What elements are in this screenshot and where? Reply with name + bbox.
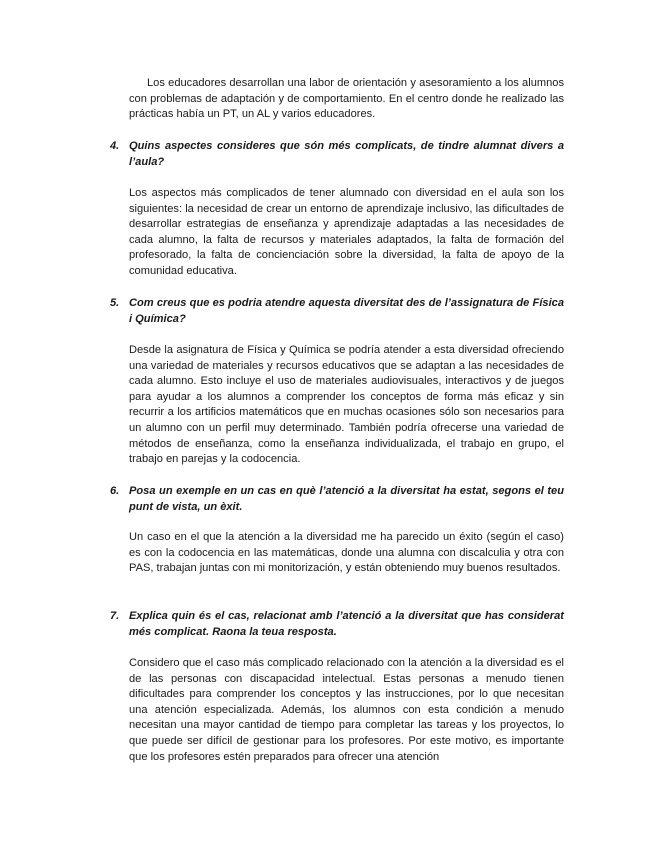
question-4 (110, 139, 564, 170)
answer-5: Desde la asignatura de Física y Química se podría atender a esta diversidad ofreciendo una variedad de materiales y recursos educativos que se adaptan a las necesidades de cada alumno. Esto incluye el uso de materiales audiovisuales, interactivos y de juegos para ayudar a los alumnos a comprender los conceptos de forma más eficaz y sin recurrir a los artificios matemáticos que en muchas ocasiones sólo son necesarios para un alumno con un perfil muy determinado. También podría ofrecerse una variedad de métodos de enseñanza, como la enseñanza individualizada, el trabajo en grupo, el trabajo en parejas y la codocencia. (129, 344, 564, 466)
question-7 (110, 609, 564, 640)
question-number: 5. (110, 297, 120, 309)
question-6 (110, 484, 564, 515)
answer-6: Un caso en el que la atención a la diversidad me ha parecido un éxito (según el caso) es con la codocencia en las matemáticas, donde una alumna con discalculia y otra con PAS, trabajan juntas con mi monitorización, y están obteniendo muy buenos resultados. (129, 531, 564, 575)
question-text: Quins aspectes consideres que són més complicats, de tindre alumnat divers a l’aula? (129, 140, 564, 168)
question-5 (110, 296, 564, 327)
question-number: 6. (110, 485, 120, 497)
question-number: 4. (110, 140, 120, 152)
question-text: Posa un exemple en un cas en què l’atenció a la diversitat ha estat, segons el teu punt de vista, un èxit. (129, 485, 564, 513)
intro-paragraph: Los educadores desarrollan una labor de orientación y asesoramiento a los alumnos con problemas de adaptación y de comportamiento. En el centro donde he realizado las prácticas había un PT, un AL y varios educadores. (129, 77, 564, 121)
answer-4: Los aspectos más complicados de tener alumnado con diversidad en el aula son los siguientes: la necesidad de crear un entorno de aprendizaje inclusivo, las dificultades de desarrollar estrategias de enseñanza y aprendizaje adaptadas a las necesidades de cada alumno, la falta de recursos y materiales adaptados, la falta de formación del profesorado, la falta de concienciación sobre la diversidad, la falta de apoyo de la comunidad educativa. (129, 187, 564, 277)
question-number: 7. (110, 610, 120, 622)
question-text: Explica quin és el cas, relacionat amb l’atenció a la diversitat que has considerat més complicat. Raona la teua resposta. (129, 610, 564, 638)
answer-7: Considero que el caso más complicado relacionado con la atención a la diversidad es el de las personas con discapacidad intelectual. Estas personas a menudo tienen dificultades para comprender los conceptos y las instrucciones, por lo que necesitan una atención especializada. Además, los alumnos con esta condición a menudo necesitan una mayor cantidad de tiempo para completar las tareas y los proyectos, lo que puede ser difícil de gestionar para los profesores. Por este motivo, es importante que los profesores estén preparados para ofrecer una atención (129, 657, 564, 763)
question-text: Com creus que es podria atendre aquesta diversitat des de l’assignatura de Física i Química? (129, 297, 564, 325)
